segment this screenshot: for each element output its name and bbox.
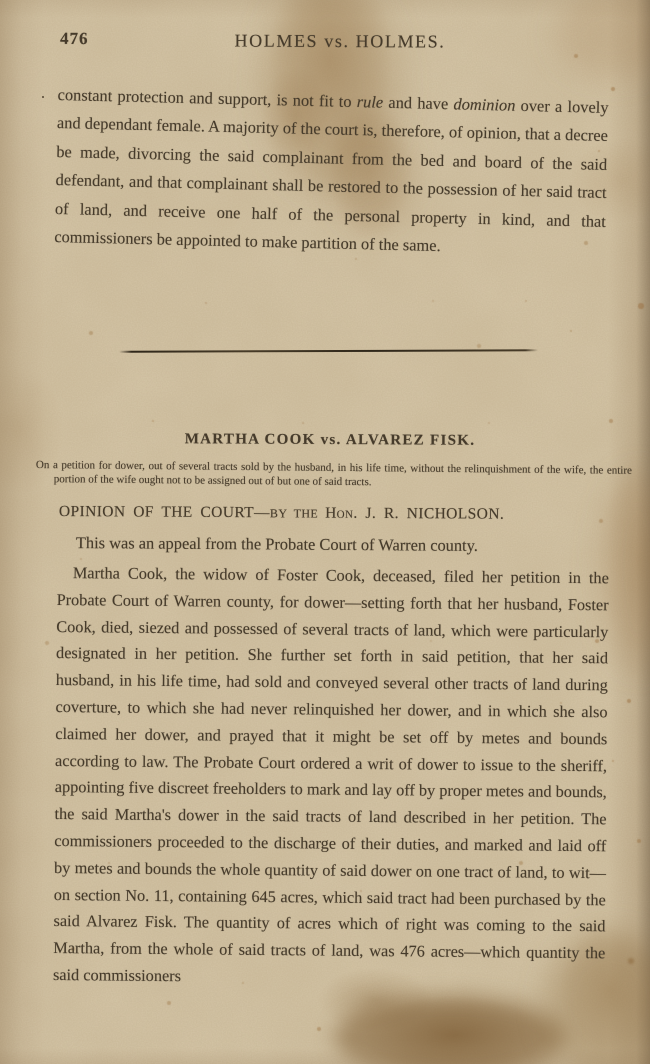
section-divider [119,349,538,352]
case-title: MARTHA COOK vs. ALVAREZ FISK. [184,431,476,449]
running-header: HOLMES vs. HOLMES. [234,30,446,52]
ink-specks [0,0,2,2]
opinion-paragraph-main: Martha Cook, the widow of Foster Cook, deceased, filed her petition in the Probate Court of Warren county, for dower—setting forth that her husband, Foster Cook, died, siezed and possessed of several tracts of land, which were particularly designated in her petition. She further set forth in said petition, that her said husband, in his life time, had sold and conveyed several other tracts of land during coverture, to which she had never relinquished her dower, and in which she also claimed her dower, and prayed that it might be set off by metes and bounds according to law. The Probate Court ordered a writ of dower to issue to the sheriff, appointing five discreet freeholders to mark and lay off by proper metes and bounds, the said Martha's dower in the said tracts of land described in her petition. The commissioners proceeded to the discharge of their duties, and marked and laid off by metes and bounds the whole quantity of said dower on one tract of land, to wit—on section No. 11, containing 645 acres, which said tract had been purchased by the said Alvarez Fisk. The quantity of acres which of right was coming to the said Martha, from the whole of said tracts of land, was 476 acres—which quantity the said commissioners [52,563,609,986]
page-number: 476 [59,28,89,49]
opinion-paragraph-appeal: This was an appeal from the Probate Court of Warren county. [75,533,478,555]
opinion-heading: OPINION OF THE COURT—BY THE Hon. J. R. NICHOLSON. [58,503,505,523]
case-headnote: On a petition for dower, out of several tracts sold by the husband, in his life time, without the relinquishment of the wife, the entire portion of the wife ought not to be assigned out of but one of said tracts. [35,459,632,488]
holmes-opinion-paragraph: constant protection and support, is not fit to rule and have dominion over a lovely and dependant female. A majority of the court is, therefore, of opinion, that a decree be made, divorcing the said complainant from the bed and board of the said defendant, and that complainant shall be restored to the possession of her said tract of land, and receive one half of the personal property in kind, and that commissioners be appointed to make partition of the same. [54,84,609,256]
paper-stain [335,995,565,1064]
